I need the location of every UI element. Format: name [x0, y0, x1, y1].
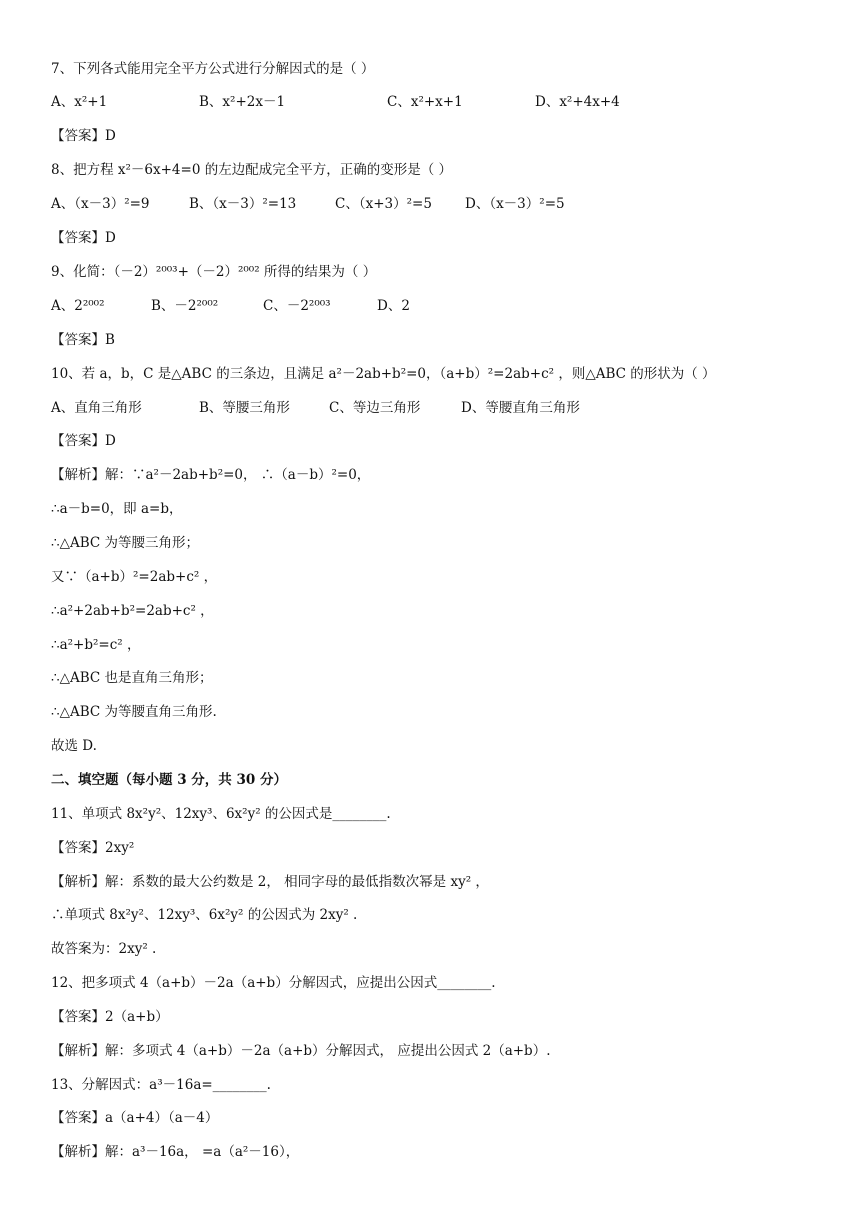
q10-option-a: A、直角三角形	[51, 400, 142, 416]
q12-analysis-line: 【解析】解：多项式 4（a+b）－2a（a+b）分解因式， 应提出公因式 2（a+b）.	[51, 1043, 551, 1059]
q10-analysis-line: ∴a²+b²=c² ，	[51, 637, 141, 653]
q7-stem: 7、下列各式能用完全平方公式进行分解因式的是（ ）	[51, 61, 375, 77]
q7-option-d: D、x²+4x+4	[535, 94, 620, 110]
q10-analysis-line: 【解析】解：∵a²－2ab+b²=0， ∴（a－b）²=0，	[51, 467, 371, 483]
q11-analysis-line: 故答案为：2xy² .	[51, 941, 157, 957]
q11-analysis-line: ∴单项式 8x²y²、12xy³、6x²y² 的公因式为 2xy² .	[51, 907, 358, 923]
q9-answer: 【答案】B	[51, 332, 115, 348]
q8-answer: 【答案】D	[51, 230, 116, 246]
q10-answer: 【答案】D	[51, 433, 116, 449]
q7-option-c: C、x²+x+1	[387, 94, 463, 110]
q10-analysis-line: 又∵（a+b）²=2ab+c² ，	[51, 569, 218, 585]
q10-analysis-line: ∴△ABC 也是直角三角形；	[51, 670, 213, 686]
q8-option-a: A、（x－3）²=9	[51, 196, 150, 212]
q9-option-c: C、－2²⁰⁰³	[263, 298, 331, 314]
q10-analysis-line: ∴a－b=0，即 a=b，	[51, 501, 183, 517]
q9-option-d: D、2	[377, 298, 410, 314]
q8-option-b: B、（x－3）²=13	[189, 196, 297, 212]
q9-stem: 9、化简：（－2）²⁰⁰³+（－2）²⁰⁰² 所得的结果为（ ）	[51, 264, 377, 280]
q7-options	[51, 91, 811, 113]
q10-analysis-line: ∴△ABC 为等腰直角三角形.	[51, 704, 217, 720]
q9-options	[51, 295, 811, 317]
q7-option-a: A、x²+1	[51, 94, 108, 110]
section-heading: 二、填空题（每小题 3 分，共 30 分）	[51, 772, 287, 788]
q10-analysis-line: ∴△ABC 为等腰三角形；	[51, 535, 200, 551]
q9-option-a: A、2²⁰⁰²	[51, 298, 105, 314]
q8-option-c: C、（x+3）²=5	[335, 196, 432, 212]
q8-stem: 8、把方程 x²－6x+4=0 的左边配成完全平方，正确的变形是（ ）	[51, 162, 452, 178]
q10-option-b: B、等腰三角形	[199, 400, 290, 416]
q10-options	[51, 397, 811, 419]
q10-analysis-line: ∴a²+2ab+b²=2ab+c² ，	[51, 603, 214, 619]
q10-stem: 10、若 a，b，C 是△ABC 的三条边，且满足 a²－2ab+b²=0，（a+b）²=2ab+c² ，则△ABC 的形状为（ ）	[51, 366, 716, 382]
q8-option-d: D、（x－3）²=5	[465, 196, 565, 212]
q13-analysis-line: 【解析】解：a³－16a， =a（a²－16），	[51, 1144, 300, 1160]
q10-analysis-line: 故选 D.	[51, 738, 97, 754]
q8-options	[51, 193, 811, 215]
q13-stem: 13、分解因式：a³－16a=________.	[51, 1077, 271, 1093]
q10-option-c: C、等边三角形	[329, 400, 421, 416]
q7-answer: 【答案】D	[51, 128, 116, 144]
q11-analysis-line: 【解析】解：系数的最大公约数是 2， 相同字母的最低指数次幂是 xy² ，	[51, 874, 489, 890]
q9-option-b: B、－2²⁰⁰²	[151, 298, 219, 314]
q11-answer: 【答案】2xy²	[51, 840, 135, 856]
q11-stem: 11、单项式 8x²y²、12xy³、6x²y² 的公因式是________.	[51, 806, 391, 822]
q7-option-b: B、x²+2x－1	[199, 94, 286, 110]
q10-option-d: D、等腰直角三角形	[461, 400, 580, 416]
q12-answer: 【答案】2（a+b）	[51, 1009, 169, 1025]
q13-answer: 【答案】a（a+4）（a－4）	[51, 1110, 219, 1126]
q12-stem: 12、把多项式 4（a+b）－2a（a+b）分解因式，应提出公因式________.	[51, 975, 496, 991]
